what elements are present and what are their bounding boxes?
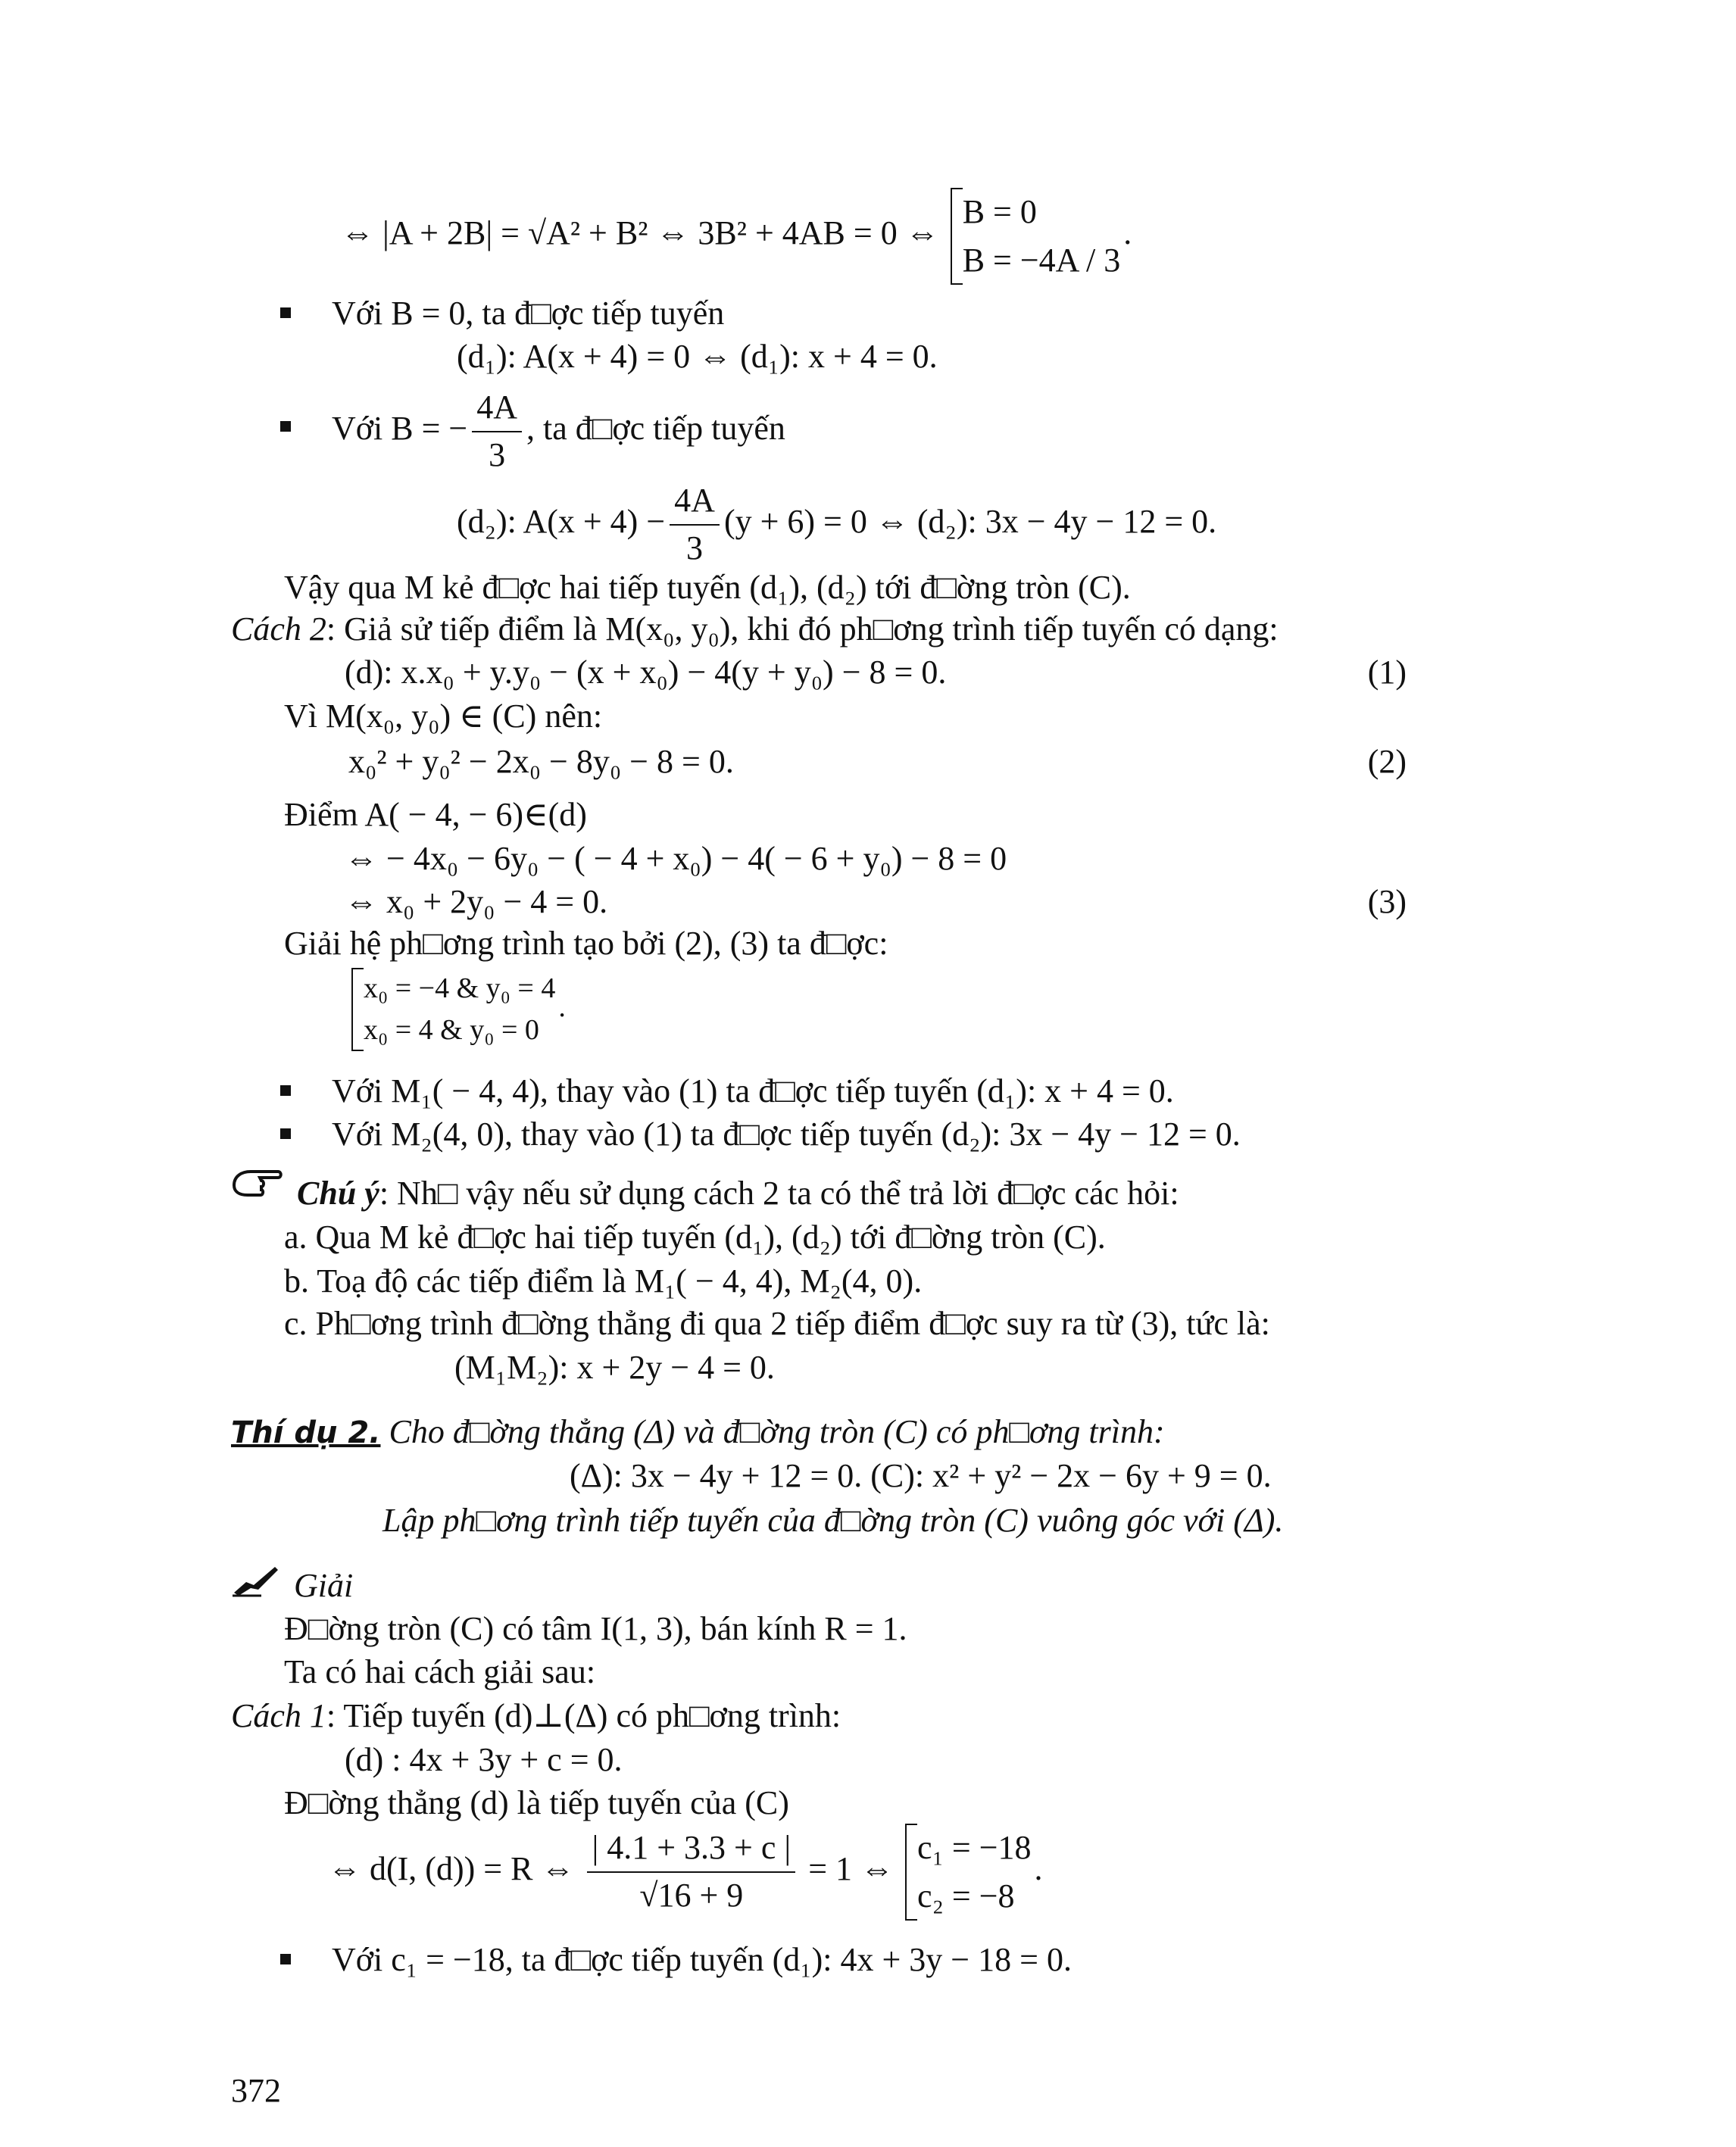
list-item: b. Toạ độ các tiếp điểm là M₁( − 4, 4), M₂(4, 0). [284, 1262, 923, 1300]
equation-line: (d₁): A(x + 4) = 0 ⇔ (d₁): x + 4 = 0. [457, 338, 938, 375]
equation-system: B = 0 B = −4A / 3 [951, 188, 1121, 285]
equation-line: ⇔ d(I, (d)) = R ⇔ $\frac{| 4.1 + 3.3 + c |}{√16 + 9}$ = 1 ⇔ c₁ = −18 c₂ = −8 . [328, 1824, 1043, 1921]
text-line: Đ□ờng tròn (C) có tâm I(1, 3), bán kính R = 1. [284, 1610, 907, 1647]
equation-line: ⇔ |A + 2B| = √A² + B² ⇔ 3B² + 4AB = 0 ⇔ B = 0 B = −4A / 3 . [341, 188, 1132, 285]
equation-number: (3) [1367, 883, 1407, 920]
text-line: Đ□ờng thẳng (d) là tiếp tuyến của (C) [284, 1784, 789, 1821]
equation-line: (M₁M₂): x + 2y − 4 = 0. [454, 1349, 775, 1386]
bullet [280, 307, 291, 318]
equation-system: x₀ = −4 & y₀ = 4 x₀ = 4 & y₀ = 0 [351, 968, 555, 1051]
example-heading: Thí dụ 2. [231, 1415, 381, 1450]
list-item: c. Ph□ơng trình đ□ờng thẳng đi qua 2 tiếp điểm đ□ợc suy ra từ (3), tức là: [284, 1305, 1270, 1342]
fraction: $\frac{4A}{3}$ [472, 388, 522, 476]
text-line: Với B = 0, ta đ□ợc tiếp tuyến [332, 295, 725, 332]
text-line: Với B = − $\frac{4A}{3}$ , ta đ□ợc tiếp tuyến [332, 388, 785, 476]
example-heading-line: Thí dụ 2. Cho đ□ờng thẳng (Δ) và đ□ờng tròn (C) có ph□ơng trình: [231, 1413, 1165, 1450]
text-line: Với M₂(4, 0), thay vào (1) ta đ□ợc tiếp tuyến (d₂): 3x − 4y − 12 = 0. [332, 1116, 1241, 1153]
text-line: Với M₁( − 4, 4), thay vào (1) ta đ□ợc tiếp tuyến (d₁): x + 4 = 0. [332, 1072, 1174, 1109]
text-line: Với c₁ = −18, ta đ□ợc tiếp tuyến (d₁): 4x + 3y − 18 = 0. [332, 1941, 1072, 1978]
bullet [280, 421, 291, 432]
text-line: Vậy qua M kẻ đ□ợc hai tiếp tuyến (d₁), (d₂) tới đ□ờng tròn (C). [284, 569, 1131, 606]
text-line: Ta có hai cách giải sau: [284, 1653, 596, 1690]
solution-label: Giải [294, 1567, 354, 1604]
equation-system: c₁ = −18 c₂ = −8 [905, 1824, 1032, 1921]
equation-line: ⇔ x₀ + 2y₀ − 4 = 0. [345, 883, 608, 920]
equation-text: ⇔ |A + 2B| = √A² + B² ⇔ 3B² + 4AB = 0 ⇔ [341, 214, 939, 251]
equation-number: (1) [1367, 654, 1407, 691]
equation-number: (2) [1367, 743, 1407, 780]
equation-line: (d) : 4x + 3y + c = 0. [345, 1741, 623, 1778]
equation-line: ⇔ − 4x₀ − 6y₀ − ( − 4 + x₀) − 4( − 6 + y₀) − 8 = 0 [345, 840, 1007, 877]
text-line: Vì M(x₀, y₀) ∈ (C) nên: [284, 697, 603, 735]
equation-line: (Δ): 3x − 4y + 12 = 0. (C): x² + y² − 2x − 6y + 9 = 0. [570, 1457, 1272, 1494]
equation-line: (d): x.x₀ + y.y₀ − (x + x₀) − 4(y + y₀) − 8 = 0. [345, 654, 947, 691]
text-line: Giải hệ ph□ơng trình tạo bởi (2), (3) ta đ□ợc: [284, 925, 888, 962]
bullet [280, 1128, 291, 1139]
text-line: Cách 2: Giả sử tiếp điểm là M(x₀, y₀), khi đó ph□ơng trình tiếp tuyến có dạng: [231, 610, 1279, 648]
bullet [280, 1954, 291, 1964]
text-line: Chú ý: Nh□ vậy nếu sử dụng cách 2 ta có thể trả lời đ□ợc các hỏi: [297, 1175, 1179, 1212]
equation-line: x₀² + y₀² − 2x₀ − 8y₀ − 8 = 0. [348, 743, 734, 780]
text-line: Điểm A( − 4, − 6)∈(d) [284, 796, 587, 833]
problem-statement: Lập ph□ơng trình tiếp tuyến của đ□ờng tròn (C) vuông góc với (Δ). [382, 1502, 1284, 1539]
list-item: a. Qua M kẻ đ□ợc hai tiếp tuyến (d₁), (d₂) tới đ□ờng tròn (C). [284, 1219, 1106, 1256]
page-number: 372 [231, 2072, 281, 2109]
writing-hand-icon [231, 1562, 281, 1597]
fraction: $\frac{| 4.1 + 3.3 + c |}{√16 + 9}$ [587, 1828, 795, 1916]
equation-line: (d₂): A(x + 4) − $\frac{4A}{3}$ (y + 6) = 0 ⇔ (d₂): 3x − 4y − 12 = 0. [457, 481, 1216, 569]
fraction: $\frac{4A}{3}$ [670, 481, 720, 569]
equation-line: x₀ = −4 & y₀ = 4 x₀ = 4 & y₀ = 0 . [348, 968, 566, 1051]
bullet [280, 1085, 291, 1096]
pointing-hand-icon [231, 1162, 284, 1200]
text-line: Cách 1: Tiếp tuyến (d)⊥(Δ) có ph□ơng trình: [231, 1697, 841, 1734]
